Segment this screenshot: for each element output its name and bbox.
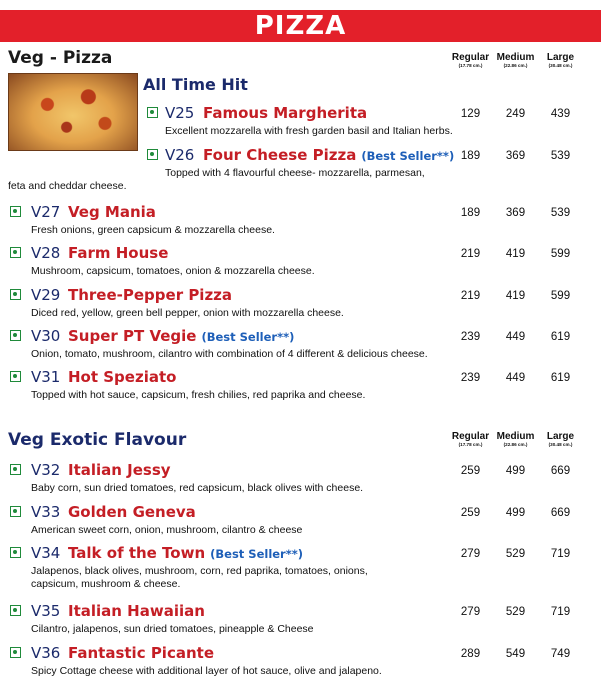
item-description: Spicy Cottage cheese with additional layer of hot sauce, olive and jalapeno. xyxy=(31,665,382,677)
price-regular: 189 xyxy=(460,207,481,219)
item-description: Excellent mozzarella with fresh garden basil and Italian herbs. xyxy=(165,125,453,137)
price-medium: 499 xyxy=(505,465,526,477)
item-name: Famous Margherita xyxy=(203,104,368,122)
veg-symbol-icon xyxy=(10,547,21,558)
item-name: Veg Mania xyxy=(68,203,156,221)
best-seller-badge: (Best Seller**) xyxy=(201,330,295,344)
veg-symbol-icon xyxy=(10,330,21,341)
price-regular: 259 xyxy=(460,465,481,477)
price-large: 719 xyxy=(550,606,571,618)
price-medium: 419 xyxy=(505,248,526,260)
veg-symbol-icon xyxy=(10,605,21,616)
veg-symbol-icon xyxy=(147,107,158,118)
price-large: 439 xyxy=(550,108,571,120)
price-medium: 529 xyxy=(505,606,526,618)
item-name: Super PT Vegie xyxy=(68,327,197,345)
column-medium: Medium (22.86 cm.) xyxy=(496,52,535,68)
item-name: Hot Speziato xyxy=(68,368,177,386)
price-regular: 239 xyxy=(460,372,481,384)
best-seller-badge: (Best Seller**) xyxy=(210,547,304,561)
column-medium: Medium (22.86 cm.) xyxy=(496,431,535,447)
column-regular: Regular (17.78 cm.) xyxy=(451,431,490,447)
price-regular: 129 xyxy=(460,108,481,120)
price-regular: 239 xyxy=(460,331,481,343)
price-medium: 529 xyxy=(505,548,526,560)
item-description: capsicum, mushroom & cheese. xyxy=(31,578,181,590)
item-description: Diced red, yellow, green bell pepper, onion with mozzarella cheese. xyxy=(31,307,344,319)
section-title-veg-exotic-flavour: Veg Exotic Flavour xyxy=(8,430,187,450)
price-large: 599 xyxy=(550,290,571,302)
item-description: Topped with hot sauce, capsicum, fresh chilies, red paprika and cheese. xyxy=(31,389,366,401)
veg-symbol-icon xyxy=(10,289,21,300)
price-large: 619 xyxy=(550,331,571,343)
item-name: Talk of the Town xyxy=(68,544,206,562)
section-title-veg-pizza: Veg - Pizza xyxy=(8,48,113,68)
price-medium: 449 xyxy=(505,372,526,384)
item-code: V33 xyxy=(31,503,61,521)
column-large: Large (30.48 cm.) xyxy=(546,52,575,68)
pizza-photo xyxy=(8,73,138,151)
item-name: Three-Pepper Pizza xyxy=(68,286,233,304)
item-description: Jalapenos, black olives, mushroom, corn, red paprika, tomatoes, onions, xyxy=(31,565,368,577)
item-description: Baby corn, sun dried tomatoes, red capsicum, black olives with cheese. xyxy=(31,482,364,494)
price-medium: 449 xyxy=(505,331,526,343)
item-name: Italian Jessy xyxy=(68,461,171,479)
item-description: American sweet corn, onion, mushroom, cilantro & cheese xyxy=(31,524,303,536)
price-medium: 549 xyxy=(505,648,526,660)
item-code: V30 xyxy=(31,327,61,345)
item-name: Four Cheese Pizza xyxy=(203,146,357,164)
item-code: V27 xyxy=(31,203,61,221)
price-regular: 219 xyxy=(460,248,481,260)
price-regular: 289 xyxy=(460,648,481,660)
veg-symbol-icon xyxy=(10,464,21,475)
column-regular: Regular (17.78 cm.) xyxy=(451,52,490,68)
price-large: 749 xyxy=(550,648,571,660)
item-description: Cilantro, jalapenos, sun dried tomatoes, pineapple & Cheese xyxy=(31,623,314,635)
price-large: 539 xyxy=(550,207,571,219)
item-code: V29 xyxy=(31,286,61,304)
price-medium: 369 xyxy=(505,207,526,219)
item-code: V34 xyxy=(31,544,61,562)
veg-symbol-icon xyxy=(147,149,158,160)
price-medium: 369 xyxy=(505,150,526,162)
item-description: feta and cheddar cheese. xyxy=(8,180,127,192)
veg-symbol-icon xyxy=(10,647,21,658)
veg-symbol-icon xyxy=(10,506,21,517)
veg-symbol-icon xyxy=(10,247,21,258)
price-column-headers-exotic xyxy=(448,431,583,448)
item-name: Fantastic Picante xyxy=(68,644,214,662)
price-large: 539 xyxy=(550,150,571,162)
price-medium: 419 xyxy=(505,290,526,302)
item-description: Mushroom, capsicum, tomatoes, onion & mozzarella cheese. xyxy=(31,265,315,277)
column-large: Large (30.48 cm.) xyxy=(546,431,575,447)
item-code: V32 xyxy=(31,461,61,479)
price-regular: 279 xyxy=(460,606,481,618)
price-medium: 499 xyxy=(505,507,526,519)
item-description: Onion, tomato, mushroom, cilantro with combination of 4 different & delicious cheese. xyxy=(31,348,428,360)
price-regular: 259 xyxy=(460,507,481,519)
item-code: V36 xyxy=(31,644,61,662)
item-name: Italian Hawaiian xyxy=(68,602,205,620)
price-large: 619 xyxy=(550,372,571,384)
price-large: 669 xyxy=(550,465,571,477)
subheading-all-time-hit: All Time Hit xyxy=(143,75,248,94)
price-large: 719 xyxy=(550,548,571,560)
veg-symbol-icon xyxy=(10,206,21,217)
pizza-banner: PIZZA xyxy=(0,10,601,42)
price-regular: 189 xyxy=(460,150,481,162)
item-code: V31 xyxy=(31,368,61,386)
item-code: V35 xyxy=(31,602,61,620)
item-description: Topped with 4 flavourful cheese- mozzarella, parmesan, xyxy=(165,167,425,179)
price-medium: 249 xyxy=(505,108,526,120)
price-large: 599 xyxy=(550,248,571,260)
item-description: Fresh onions, green capsicum & mozzarella cheese. xyxy=(31,224,275,236)
item-code: V28 xyxy=(31,244,61,262)
item-name: Farm House xyxy=(68,244,169,262)
item-code: V25 xyxy=(165,104,195,122)
price-large: 669 xyxy=(550,507,571,519)
price-regular: 219 xyxy=(460,290,481,302)
item-code: V26 xyxy=(165,146,195,164)
best-seller-badge: (Best Seller**) xyxy=(361,149,455,163)
veg-symbol-icon xyxy=(10,371,21,382)
item-name: Golden Geneva xyxy=(68,503,196,521)
price-regular: 279 xyxy=(460,548,481,560)
price-column-headers xyxy=(448,52,583,69)
